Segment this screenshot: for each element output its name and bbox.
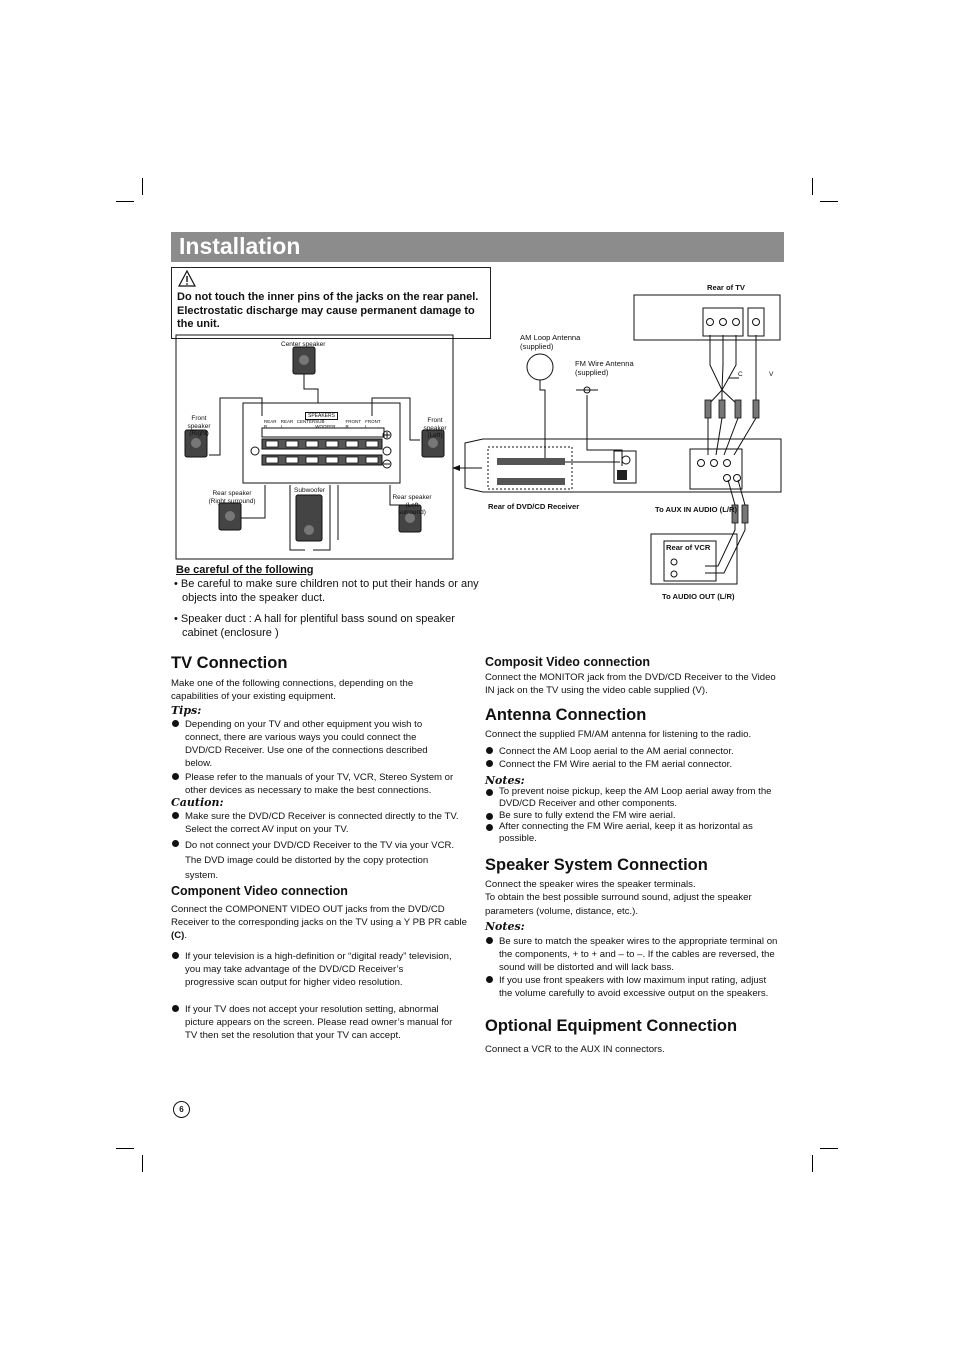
component-bullet: If your television is a high-definition or “digital ready” television, you may take advantage of the DVD/CD Receiver’s progressive scan output for higher video resolution. <box>185 951 452 988</box>
tv-connection-intro: Make one of the following connections, depending on the capabilities of your existing equipment. <box>171 678 414 702</box>
speaker-notes-label: Notes: <box>485 920 525 933</box>
speaker-note: If you use front speakers with low maximum input rating, adjust the volume carefully to avoid excessive output on the speakers. <box>499 975 769 999</box>
video-cable-label: V <box>769 371 774 378</box>
speakers-panel-title: SPEAKERS <box>305 412 338 420</box>
antenna-intro: Connect the supplied FM/AM antenna for listening to the radio. <box>485 729 752 740</box>
antenna-bullet: Connect the AM Loop aerial to the AM aerial connector. <box>499 746 734 757</box>
rear-left-speaker-label: Rear speaker (Left surround) <box>392 494 432 516</box>
bullet-icon <box>486 976 493 983</box>
component-cable-ref: (C) <box>171 930 185 941</box>
to-aux-label: To AUX IN AUDIO (L/R) <box>655 505 737 514</box>
caution-item: Do not connect your DVD/CD Receiver to the TV via your VCR. The DVD image could be distorted by the copy protection system. <box>185 840 455 881</box>
speaker-note: Be sure to match the speaker wires to the appropriate terminal on the components, + to + and – to –. If the cables are reversed, the sound will be distorted and will lack bass. <box>499 936 778 973</box>
subwoofer-label: Subwoofer <box>294 487 326 494</box>
center-speaker-label: Center speaker <box>281 341 326 348</box>
careful-item: • Speaker duct : A hall for plentiful bass sound on speaker cabinet (enclosure ) <box>174 613 455 639</box>
tip-item: Depending on your TV and other equipment you wish to connect, there are various ways you could connect the DVD/CD Receiver. Use one of the connections described below. <box>185 719 428 769</box>
rear-receiver-label: Rear of DVD/CD Receiver <box>488 502 580 511</box>
bullet-icon <box>172 952 179 959</box>
bullet-icon <box>172 1005 179 1012</box>
panel-label: SUB WOOFER <box>315 419 336 429</box>
panel-label: FRONT L <box>365 419 381 429</box>
optional-equipment-title: Optional Equipment Connection <box>485 1017 738 1035</box>
bullet-icon <box>172 840 179 847</box>
antenna-notes-label: Notes: <box>485 774 525 787</box>
rear-tv-label: Rear of TV <box>707 283 745 292</box>
tip-item: Please refer to the manuals of your TV, VCR, Stereo System or other devices as necessary to make the best connections. <box>185 772 454 796</box>
front-right-speaker-label: Front speaker (Right) <box>187 415 211 437</box>
tips-label: Tips: <box>171 704 202 717</box>
bullet-icon <box>486 789 493 796</box>
tv-connection-title: TV Connection <box>171 654 288 672</box>
bullet-icon <box>172 773 179 780</box>
panel-label: REAR R <box>264 419 277 429</box>
warning-text: Do not touch the inner pins of the jacks on the rear panel. Electrostatic discharge may cause permanent damage to the unit. <box>177 291 479 330</box>
bullet-icon <box>172 720 179 727</box>
panel-label: REAR L <box>280 419 294 429</box>
fm-antenna-label: FM Wire Antenna (supplied) <box>575 359 634 377</box>
panel-label: FRONT R <box>345 419 361 429</box>
component-bullet: If your TV does not accept your resolution setting, abnormal picture appears on the screen. Please read owner’s manual for TV then set the resolution that your TV can accept. <box>185 1004 453 1041</box>
speaker-system-title: Speaker System Connection <box>485 856 708 874</box>
page-title: Installation <box>179 233 301 259</box>
component-video-text: Connect the COMPONENT VIDEO OUT jacks from the DVD/CD Receiver to the corresponding jacks on the TV using a Y PB PR cable (C). <box>171 904 467 941</box>
page-number: 6 <box>173 1101 190 1118</box>
rear-right-speaker-label: Rear speaker (Right surround) <box>208 490 256 505</box>
antenna-note: Be sure to fully extend the FM wire aerial. <box>499 810 676 821</box>
front-left-speaker-label: Front speaker (Left) <box>423 417 447 439</box>
caution-label: Caution: <box>171 796 224 809</box>
speaker-system-line2: To obtain the best possible surround sound, adjust the speaker parameters (volume, distance, etc.). <box>485 892 752 917</box>
careful-title: Be careful of the following <box>176 564 314 576</box>
antenna-note: To prevent noise pickup, keep the AM Loop aerial away from the DVD/CD Receiver and other components. <box>499 786 772 809</box>
am-antenna-label: AM Loop Antenna (supplied) <box>520 333 581 351</box>
bullet-icon <box>486 813 493 820</box>
bullet-icon <box>486 937 493 944</box>
antenna-note: After connecting the FM Wire aerial, keep it as horizontal as possible. <box>499 821 753 844</box>
panel-label: CENTER <box>296 419 316 424</box>
component-video-title: Component Video connection <box>171 884 348 898</box>
to-audio-out-label: To AUDIO OUT (L/R) <box>662 592 735 601</box>
composite-video-text: Connect the MONITOR jack from the DVD/CD Receiver to the Video IN jack on the TV using the video cable supplied (V). <box>485 672 776 696</box>
caution-item: Make sure the DVD/CD Receiver is connected directly to the TV. Select the correct AV input on your TV. <box>185 811 459 835</box>
careful-item: • Be careful to make sure children not to put their hands or any objects into the speaker duct. <box>174 578 479 604</box>
bullet-icon <box>172 812 179 819</box>
optional-equipment-text: Connect a VCR to the AUX IN connectors. <box>485 1044 665 1055</box>
component-cable-label: C <box>738 371 743 378</box>
composite-video-title: Composit Video connection <box>485 655 651 669</box>
antenna-connection-title: Antenna Connection <box>485 706 647 724</box>
antenna-bullet: Connect the FM Wire aerial to the FM aerial connector. <box>499 759 733 770</box>
speaker-system-line1: Connect the speaker wires the speaker terminals. <box>485 879 696 890</box>
bullet-icon <box>486 824 493 831</box>
bullet-icon <box>486 747 493 754</box>
rear-vcr-label: Rear of VCR <box>666 543 711 552</box>
bullet-icon <box>486 760 493 767</box>
